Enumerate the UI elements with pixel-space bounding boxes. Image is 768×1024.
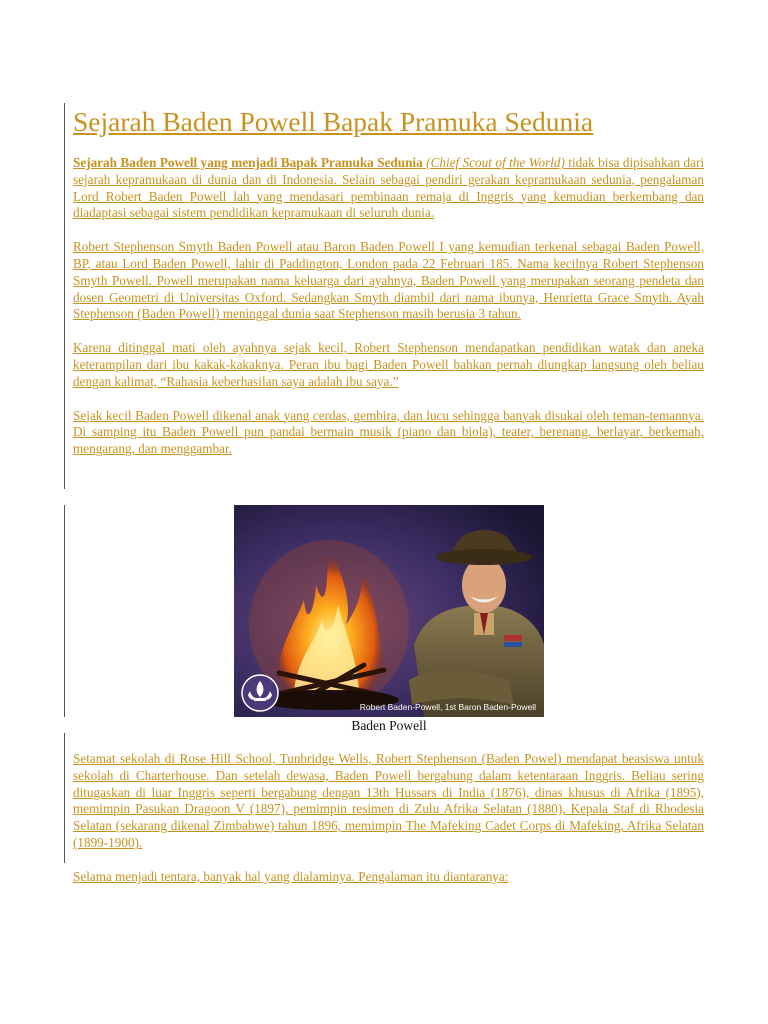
figure-caption: Baden Powell: [351, 718, 427, 733]
intro-italic-text: (Chief Scout of the World): [426, 155, 565, 170]
paragraph-birth: [73, 239, 704, 323]
paragraph-intro: [73, 155, 704, 222]
intro-link[interactable]: [73, 155, 704, 220]
paragraph-mother: [73, 340, 704, 390]
article-body-bottom: [73, 751, 704, 886]
intro-bold-text: Sejarah Baden Powell yang menjadi Bapak Pramuka Sedunia: [73, 155, 423, 170]
article-body-top: [73, 155, 704, 458]
paragraph-childhood: [73, 408, 704, 458]
margin-bar-middle: [64, 505, 65, 717]
paragraph-military: [73, 751, 704, 852]
margin-bar-bottom: [64, 733, 65, 863]
military-link[interactable]: Setamat sekolah di Rose Hill School, Tunbridge Wells, Robert Stephenson (Baden Powel) mendapat beasiswa untuk sekolah di Charterhouse. Dan setelah dewasa, Baden Powell bergabung dalam ketentaraan Inggris. Beliau sering ditugaskan di luar Inggris seperti bergabung dengan 13th Hussars di India (1876), dinas khusus di Afrika (1895), memimpin Pasukan Dragoon V (1897), pemimpin resimen di Zulu Afrika Selatan (1880), Kepala Staf di Rhodesia Selatan (sekarang dikenal Zimbabwe) tahun 1896, memimpin The Mafeking Cadet Corps di Mafeking, Afrika Selatan (1899-1900).: [73, 751, 704, 850]
childhood-link[interactable]: Sejak kecil Baden Powell dikenal anak yang cerdas, gembira, dan lucu sehingga banyak disukai oleh teman-temannya. Di samping itu Baden Powell pun pandai bermain musik (piano dan biola), teater, berenang, berlayar, berkemah, mengarang, dan menggambar.: [73, 407, 704, 457]
birth-link[interactable]: Robert Stephenson Smyth Baden Powell atau Baron Baden Powell I yang kemudian terkenal sebagai Baden Powell, BP, atau Lord Baden Powell, lahir di Paddington, London pada 22 Februari 185. Nama kecilnya Robert Stephenson Smyth Powell. Powell merupakan nama keluarga dari ayahnya, Baden Powell yang merupakan seorang pendeta dan dosen Geometri di Universitas Oxford. Sedangkan Smyth diambil dari nama ibunya, Henrietta Grace Smyth. Ayah Stephenson (Baden Powell) meninggal dunia saat Stephenson masih berusia 3 tahun.: [73, 239, 704, 322]
paragraph-experience: [73, 869, 704, 886]
baden-powell-photo: [234, 505, 544, 717]
title-link[interactable]: Sejarah Baden Powell Bapak Pramuka Sedunia: [73, 106, 594, 137]
intro-rest-text: tidak bisa dipisahkan dari sejarah kepramukaan di dunia dan di Indonesia. Selain sebagai pendiri gerakan kepramukaan sedunia, pengalaman Lord Robert Baden Powell lah yang mendasari pembinaan remaja di Inggris yang kemudian berkembang dan diadaptasi sebagai sistem pendidikan kepramukaan di seluruh dunia.: [73, 155, 705, 221]
photo-overlay-caption: Robert Baden-Powell, 1st Baron Baden-Powell: [359, 702, 536, 712]
experience-link[interactable]: Selama menjadi tentara, banyak hal yang dialaminya. Pengalaman itu diantaranya:: [73, 868, 509, 884]
margin-bar-top: [64, 103, 65, 489]
page-title: [73, 103, 713, 141]
mother-link[interactable]: Karena ditinggal mati oleh ayahnya sejak kecil, Robert Stephenson mendapatkan pendidikan watak dan aneka keterampilan dari ibu kakak-kakaknya. Peran ibu bagi Baden Powell bahkan pernah diungkap langsung oleh beliau dengan kalimat, “Rahasia keberhasilan saya adalah ibu saya.”: [73, 340, 704, 389]
